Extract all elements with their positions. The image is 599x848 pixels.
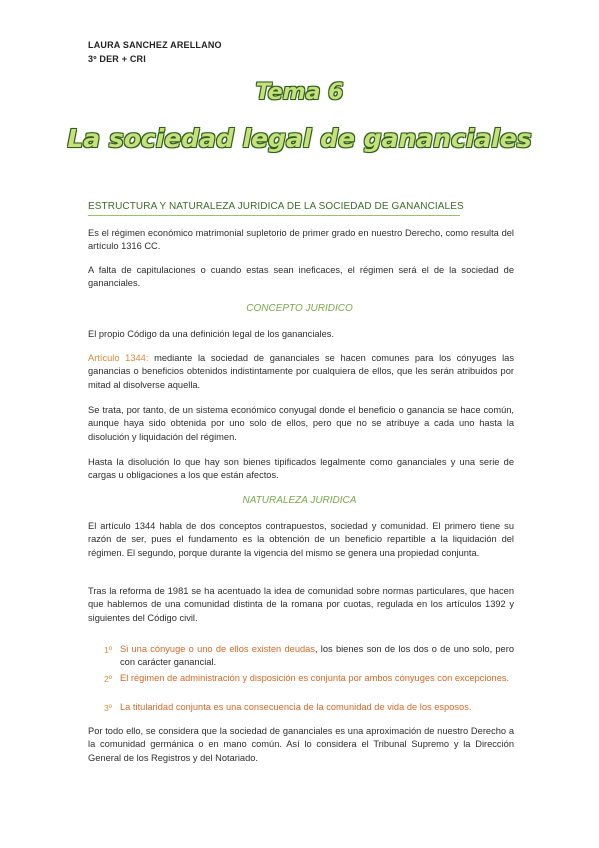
list-item-3	[120, 701, 514, 714]
list-item-1-highlight: Si una cónyuge o uno de ellos existen deudas	[120, 644, 315, 654]
paragraph-4	[88, 352, 514, 392]
section-heading: ESTRUCTURA Y NATURALEZA JURIDICA DE LA SOCIEDAD DE GANANCIALES	[88, 201, 464, 212]
main-title: La sociedad legal de gananciales	[67, 124, 532, 153]
list-marker-1: 1º	[104, 645, 112, 655]
course-label: 3º DER + CRI	[88, 54, 146, 64]
author-name: LAURA SANCHEZ ARELLANO	[88, 40, 222, 50]
list-marker-2: 2º	[104, 674, 112, 684]
list-item-2	[120, 672, 514, 685]
paragraph-1: Es el régimen económico matrimonial supletorio de primer grado en nuestro Derecho, como resulta del artículo 1316 CC.	[88, 228, 514, 252]
paragraph-6: Hasta la disolución lo que hay son bienes tipificados legalmente como gananciales y una serie de cargas u obligaciones a los que están afectos.	[88, 457, 514, 481]
topic-title: Tema 6	[255, 80, 344, 105]
paragraph-5: Se trata, por tanto, de un sistema económico conyugal donde el beneficio o ganancia se hace común, aunque haya sido obtenida por uno solo de ellos, pero que no se atribuye a cada uno hasta la disolución y liquidación del régimen.	[88, 405, 514, 442]
paragraph-2: A falta de capitulaciones o cuando estas sean ineficaces, el régimen será el de la sociedad de gananciales.	[88, 265, 514, 289]
section-heading-rule	[88, 215, 460, 216]
paragraph-3: El propio Código da una definición legal de los gananciales.	[88, 329, 335, 339]
paragraph-4-text: mediante la sociedad de gananciales se hacen comunes para los cónyuges las ganancias o beneficios obtenidos indistintamente por cualquiera de ellos, que les serán atribuidos por mitad al disolverse aquella.	[88, 353, 514, 390]
list-item-1	[120, 643, 514, 670]
subheading-naturaleza: NATURALEZA JURIDICA	[242, 495, 357, 506]
paragraph-7: El artículo 1344 habla de dos conceptos contrapuestos, sociedad y comunidad. El primero tiene su razón de ser, pues el fundamento es la obtención de un beneficio repartible a la liquidación del régimen. El segundo, porque durante la vigencia del mismo se genera una propiedad conjunta.	[88, 521, 514, 558]
list-item-2-highlight: El régimen de administración y disposición es conjunta por ambos cónyuges con excepciones.	[120, 673, 510, 683]
paragraph-9: Por todo ello, se considera que la sociedad de gananciales es una aproximación de nuestro Derecho a la comunidad germánica o en mano común. Así lo considera el Tribunal Supremo y la Dirección General de los Registros y del Notariado.	[88, 726, 514, 763]
list-item-1-text: , los bienes son de los dos o de uno solo, pero con carácter ganancial.	[120, 644, 514, 668]
subheading-concepto: CONCEPTO JURIDICO	[246, 303, 353, 314]
list-item-3-highlight: La titularidad conjunta es una consecuencia de la comunidad de vida de los esposos.	[120, 702, 472, 712]
author-block	[88, 38, 222, 66]
list-marker-3: 3º	[104, 703, 112, 713]
paragraph-8: Tras la reforma de 1981 se ha acentuado la idea de comunidad sobre normas particulares, que hacen que hablemos de una comunidad distinta de la romana por cuotas, regulada en los artículos 1392 y siguientes del Código civil.	[88, 586, 514, 623]
article-reference: Artículo 1344:	[88, 353, 149, 363]
